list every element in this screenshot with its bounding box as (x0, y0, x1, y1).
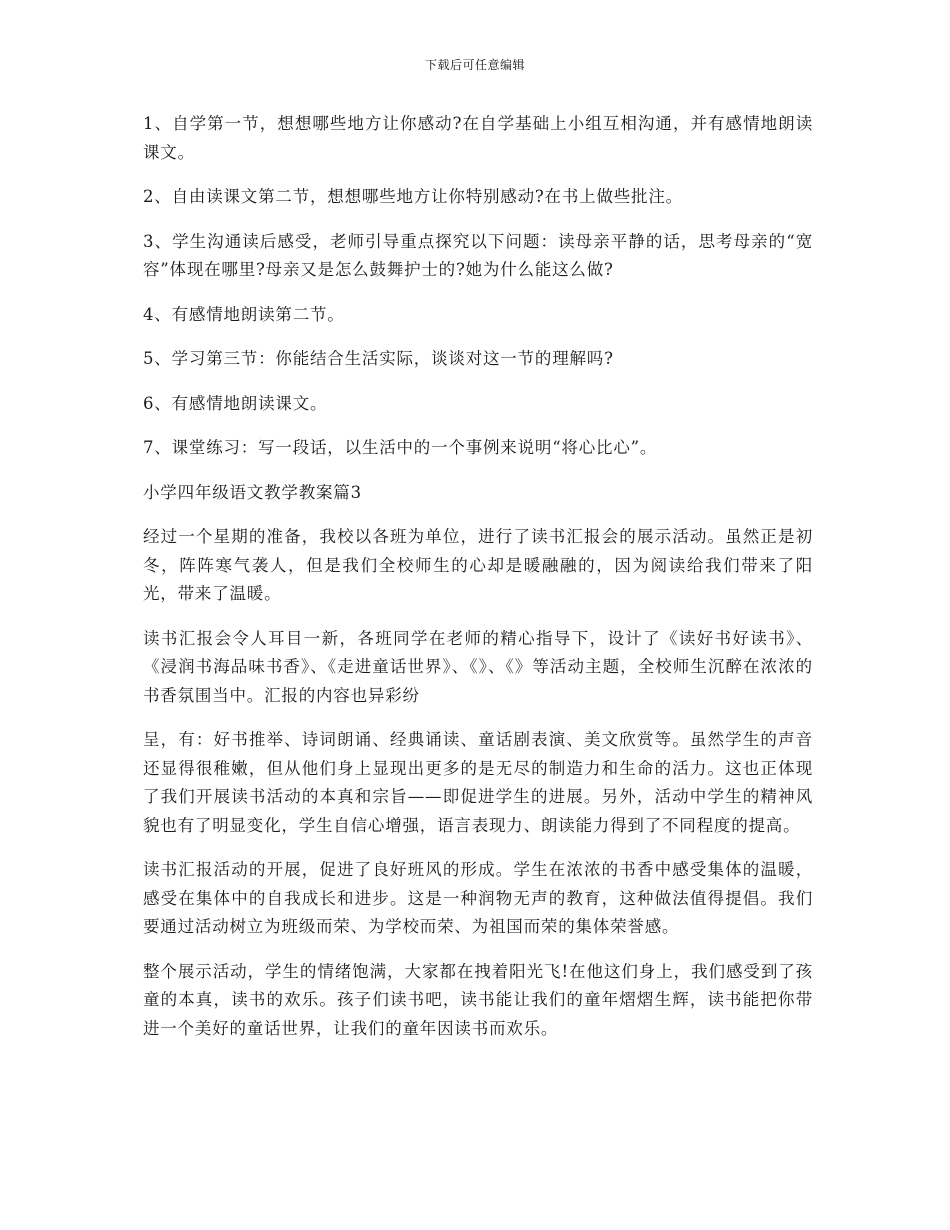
section-title: 小学四年级语文教学教案篇3 (143, 482, 362, 502)
step-item-5: 5、学习第三节：你能结合生活实际，谈谈对这一节的理解吗? (143, 349, 614, 368)
step-item-1: 1、自学第一节，想想哪些地方让你感动?在自学基础上小组互相沟通，并有感情地朗读课文。 (143, 114, 813, 162)
body-paragraph-1: 经过一个星期的准备，我校以各班为单位，进行了读书汇报会的展示活动。虽然正是初冬，阵阵寒气袭人，但是我们全校师生的心却是暖融融的，因为阅读给我们带来了阳光，带来了温暖。 (143, 527, 813, 603)
step-item-4: 4、有感情地朗读第二节。 (143, 304, 345, 324)
step-item-2: 2、自由读课文第二节，想想哪些地方让你特别感动?在书上做些批注。 (143, 187, 683, 206)
body-paragraph-2: 读书汇报会令人耳目一新，各班同学在老师的精心指导下，设计了《读好书好读书》、《浸润书海品味书香》、《走进童话世界》、《》、《》等活动主题，全校师生沉醉在浓浓的书香氛围当中。汇报的内容也异彩纷 (143, 628, 813, 705)
body-paragraph-3: 呈，有：好书推举、诗词朗诵、经典诵读、童话剧表演、美文欣赏等。虽然学生的声音还显得很稚嫩，但从他们身上显现出更多的是无尽的制造力和生命的活力。这也正体现了我们开展读书活动的本真和宗旨——即促进学生的进展。另外，活动中学生的精神风貌也有了明显变化，学生自信心增强，语言表现力、朗读能力得到了不同程度的提高。 (143, 730, 813, 835)
document-body (143, 110, 813, 1059)
step-item-6: 6、有感情地朗读课文。 (143, 393, 328, 413)
body-paragraph-4: 读书汇报活动的开展，促进了良好班风的形成。学生在浓浓的书香中感受集体的温暖，感受在集体中的自我成长和进步。这是一种润物无声的教育，这种做法值得提倡。我们要通过活动树立为班级而荣、为学校而荣、为祖国而荣的集体荣誉感。 (143, 860, 813, 936)
step-item-7: 7、课堂练习：写一段话，以生活中的一个事例来说明“将心比心”。 (143, 438, 658, 457)
body-paragraph-5: 整个展示活动，学生的情绪饱满，大家都在拽着阳光飞!在他这们身上，我们感受到了孩童的本真，读书的欢乐。孩子们读书吧，读书能让我们的童年熠熠生辉，读书能把你带进一个美好的童话世界，让我们的童年因读书而欢乐。 (143, 961, 813, 1038)
page-header: 下载后可任意编辑 (424, 58, 525, 72)
step-item-3: 3、学生沟通读后感受，老师引导重点探究以下问题：读母亲平静的话，思考母亲的“宽容”体现在哪里?母亲又是怎么鼓舞护士的?她为什么能这么做? (143, 231, 813, 279)
